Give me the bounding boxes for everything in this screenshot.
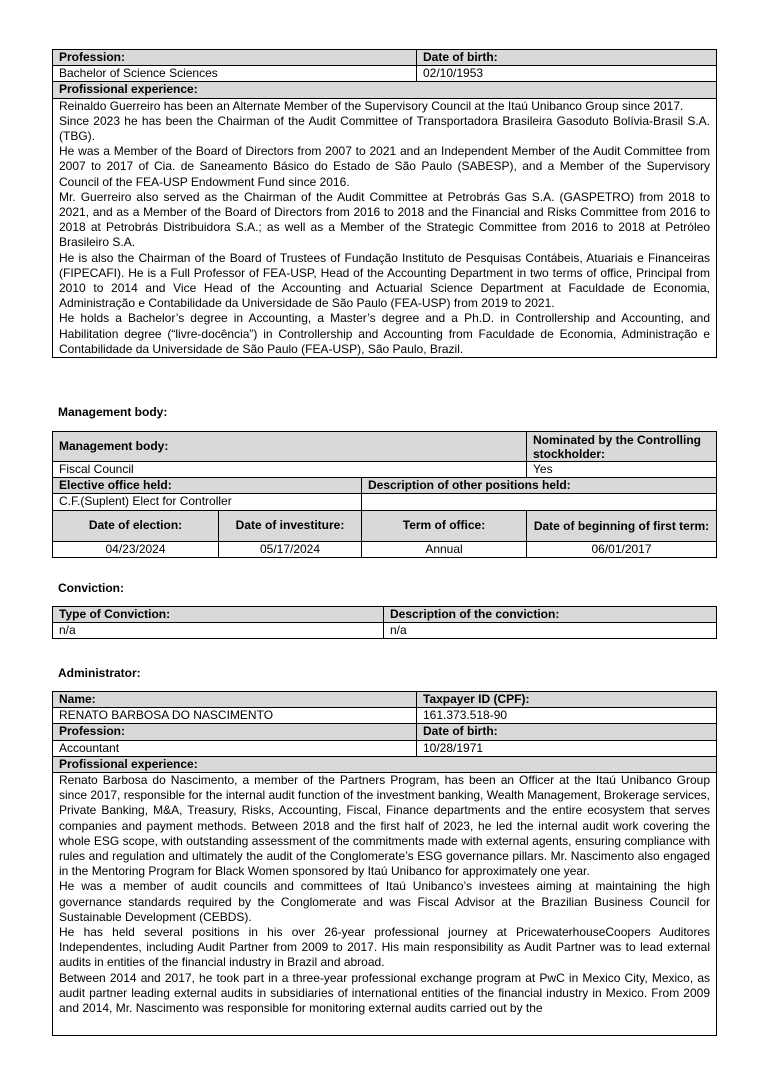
name-value: RENATO BARBOSA DO NASCIMENTO — [53, 708, 417, 724]
experience-paragraph: Mr. Guerreiro also served as the Chairman of the Audit Committee at Petrobrás Gas S.A. (GASPETRO) from 2018 to 2021, and as a Member of the Board of Directors from 2016 to 2018 and the Financial and Risks Committee from 2016 to 2018 at Petrobrás Distribuidora S.A.; as well as a Member of the Strategic Committee from 2016 to 2018 at Petróleo Brasileiro S.A. — [59, 189, 710, 250]
conviction-section-title: Conviction: — [58, 581, 124, 595]
management-table — [52, 431, 717, 558]
experience-paragraph: Renato Barbosa do Nascimento, a member of the Partners Program, has been an Officer at the Itaú Unibanco Group since 2017, responsible for the internal audit function of the investment banking, Wealth Management, Brokerage services, Private Banking, M&A, Treasury, Risks, Accounting, Fiscal, Finance departments and the entire ecosystem that serves companies and payment methods. Between 2018 and the first half of 2023, he led the internal audit work covering the whole ESG scope, with outstanding assessment of the commitments made with external agents, ensuring compliance with rules and regulation and ultimately the audit of the Conglomerate’s ESG governance pillars. Mr. Nascimento also engaged in the Mentoring Program for Black Women sponsored by Itaú Unibanco for approximately one year. — [59, 773, 710, 879]
experience-paragraph: He was a Member of the Board of Directors from 2007 to 2021 and an Independent Member of the Audit Committee from 2007 to 2017 of Cia. de Saneamento Básico do Estado de São Paulo (SABESP), and a Member of the Supervisory Council of the FEA-USP Endowment Fund since 2016. — [59, 144, 710, 189]
elective-office-label: Elective office held: — [53, 478, 362, 494]
profession-value: Bachelor of Science Sciences — [53, 66, 417, 82]
experience-cell — [53, 773, 717, 1036]
experience-paragraph: He has held several positions in his over 26-year professional journey at PricewaterhouseCoopers Auditores Independentes, including Audit Partner from 2009 to 2017. His main responsibility as Audit Partner was to lead external audits in entities of the financial industry in Brazil and abroad. — [59, 925, 710, 970]
experience-label: Profissional experience: — [53, 82, 717, 98]
election-date-label: Date of election: — [53, 510, 219, 541]
other-positions-value — [362, 494, 717, 510]
experience-paragraph: He holds a Bachelor’s degree in Accounting, a Master’s degree and a Ph.D. in Controllership and Accounting, and Habilitation degree (“livre-docência”) in Controllership and Accounting from Faculdade de Economia, Administração e Contabilidade da Universidade de São Paulo (FEA-USP), São Paulo, Brazil. — [59, 311, 710, 356]
conviction-type-value: n/a — [53, 623, 384, 639]
dob-value: 02/10/1953 — [417, 66, 717, 82]
management-section-title: Management body: — [58, 405, 168, 419]
experience-paragraph: Between 2014 and 2017, he took part in a three-year professional exchange program at PwC in Mexico City, Mexico, as audit partner leading external audits in subsidiaries of international entities of the financial industry in Mexico. From 2009 and 2014, Mr. Nascimento was responsible for monitoring external audits carried out by the — [59, 970, 710, 1016]
experience-paragraph: He is also the Chairman of the Board of Trustees of Fundação Instituto de Pesquisas Contábeis, Atuariais e Financeiras (FIPECAFI). He is a Full Professor of FEA-USP, Head of the Accounting Department in two terms of office, Principal from 2010 to 2014 and Vice Head of the Accounting and Actuarial Science Department at Faculdade de Economia, Administração e Contabilidade da Universidade de São Paulo (FEA-USP) from 2019 to 2021. — [59, 250, 710, 311]
experience-paragraph: Reinaldo Guerreiro has been an Alternate Member of the Supervisory Council at the Itaú Unibanco Group since 2017. — [59, 98, 684, 113]
experience-label: Profissional experience: — [53, 756, 717, 772]
other-positions-label: Description of other positions held: — [362, 478, 717, 494]
experience-paragraph: Since 2023 he has been the Chairman of the Audit Committee of Transportadora Brasileira Gasoduto Bolívia-Brasil S.A. (TBG). — [59, 113, 710, 144]
conviction-description-label: Description of the conviction: — [384, 607, 717, 623]
experience-paragraph: He was a member of audit councils and committees of Itaú Unibanco’s investees aiming at maintaining the high governance standards required by the Conglomerate and was Fiscal Advisor at the Brazilian Business Council for Sustainable Development (CEBDS). — [59, 879, 710, 924]
name-label: Name: — [53, 692, 417, 708]
management-body-value: Fiscal Council — [53, 462, 527, 478]
person1-table — [52, 49, 717, 358]
profession-label: Profession: — [53, 50, 417, 66]
first-term-value: 06/01/2017 — [527, 541, 717, 557]
dob-value: 10/28/1971 — [417, 740, 717, 756]
conviction-table — [52, 606, 717, 639]
term-label: Term of office: — [362, 510, 527, 541]
management-body-label: Management body: — [53, 432, 527, 462]
elective-office-value: C.F.(Suplent) Elect for Controller — [53, 494, 362, 510]
dob-label: Date of birth: — [417, 50, 717, 66]
profession-value: Accountant — [53, 740, 417, 756]
conviction-type-label: Type of Conviction: — [53, 607, 384, 623]
conviction-description-value: n/a — [384, 623, 717, 639]
cpf-value: 161.373.518-90 — [417, 708, 717, 724]
nominated-value: Yes — [527, 462, 717, 478]
investiture-date-value: 05/17/2024 — [219, 541, 362, 557]
term-value: Annual — [362, 541, 527, 557]
first-term-label: Date of beginning of first term: — [527, 510, 717, 541]
cpf-label: Taxpayer ID (CPF): — [417, 692, 717, 708]
dob-label: Date of birth: — [417, 724, 717, 740]
investiture-date-label: Date of investiture: — [219, 510, 362, 541]
election-date-value: 04/23/2024 — [53, 541, 219, 557]
administrator-section-title: Administrator: — [58, 666, 141, 680]
nominated-label: Nominated by the Controlling stockholder: — [527, 432, 717, 462]
profession-label: Profession: — [53, 724, 417, 740]
administrator-table — [52, 691, 717, 1036]
experience-cell — [53, 98, 717, 357]
